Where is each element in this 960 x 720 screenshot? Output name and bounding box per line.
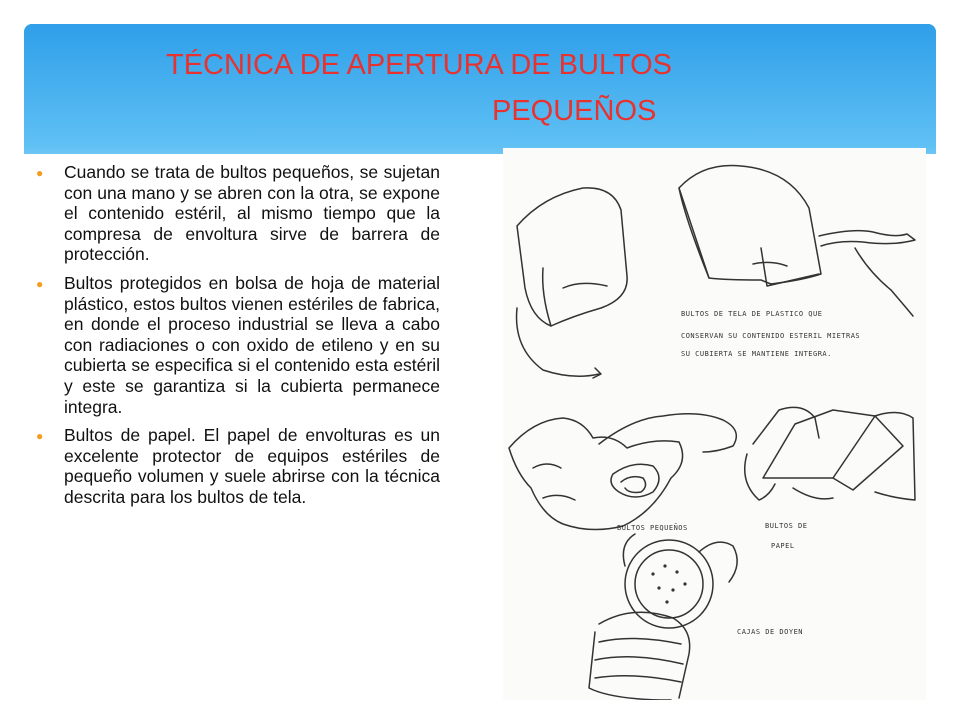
paper-bundle-drawing bbox=[745, 407, 915, 500]
circle-bullet-icon: ● bbox=[36, 429, 44, 444]
bullet-list bbox=[36, 162, 440, 516]
bullet-item bbox=[36, 162, 440, 265]
slide-title bbox=[24, 42, 936, 134]
bullet-text: Bultos de papel. El papel de envolturas es un excelente protector de equipos estériles de pequeño volumen y suele abrirse con la técnica descrita para los bultos de tela. bbox=[64, 425, 440, 507]
caption-plastic-1: BULTOS DE TELA DE PLASTICO QUE bbox=[681, 310, 823, 318]
doyen-perforations bbox=[651, 564, 686, 603]
small-bundle-drawing bbox=[509, 414, 736, 530]
caption-doyen: CAJAS DE DOYEN bbox=[737, 628, 804, 636]
slide-title-line1: TÉCNICA DE APERTURA DE BULTOS bbox=[166, 49, 673, 81]
circle-bullet-icon: ● bbox=[36, 166, 44, 180]
caption-paper-1: BULTOS DE bbox=[765, 522, 808, 530]
bullet-text: Bultos protegidos en bolsa de hoja de material plástico, estos bultos vienen estériles de fabrica, en donde el proceso industrial se lleva a cabo con radiaciones o con oxido de etileno y en su cubierta se especifica si el contenido esta estéril y este se garantiza si la cubierta permanece integra. bbox=[64, 272, 440, 417]
doyen-box-drawing bbox=[589, 534, 737, 700]
caption-paper-2: PAPEL bbox=[771, 542, 795, 550]
caption-plastic-2: CONSERVAN SU CONTENIDO ESTERIL MIETRAS bbox=[681, 332, 861, 340]
illustration-svg bbox=[503, 148, 926, 700]
circle-bullet-icon: ● bbox=[36, 276, 44, 291]
plastic-bag-drawing bbox=[679, 165, 915, 316]
bullet-item bbox=[36, 273, 440, 417]
slide-title-line2: PEQUEÑOS bbox=[492, 95, 657, 127]
caption-small-bundles: BULTOS PEQUEÑOS bbox=[617, 524, 688, 532]
caption-plastic-3: SU CUBIERTA SE MANTIENE INTEGRA. bbox=[681, 350, 832, 358]
folded-bundle-drawing bbox=[517, 188, 628, 378]
bullet-text: Cuando se trata de bultos pequeños, se sujetan con una mano y se abren con la otra, se expone el contenido estéril, al mismo tiempo que la compresa de envoltura sirve de barrera de protección. bbox=[64, 162, 440, 265]
bullet-item bbox=[36, 425, 440, 507]
illustration-figure bbox=[503, 148, 926, 700]
